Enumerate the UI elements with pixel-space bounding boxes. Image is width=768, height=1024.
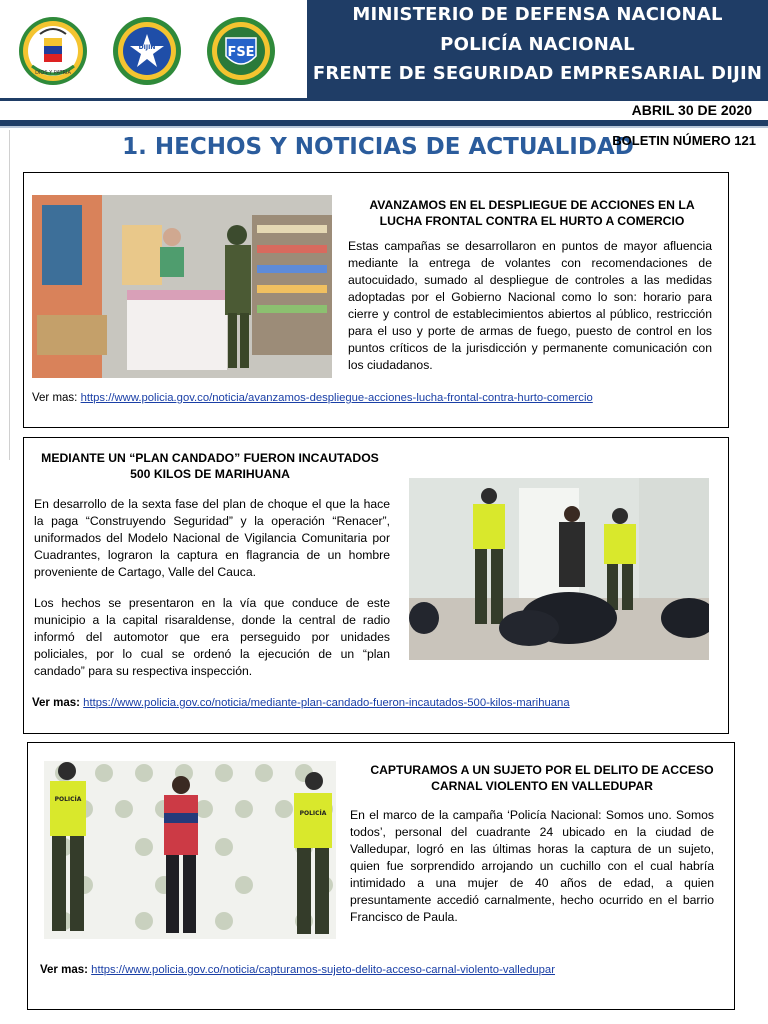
page-header <box>0 0 768 100</box>
read-more-3 <box>40 964 555 976</box>
article-link-1[interactable]: https://www.policia.gov.co/noticia/avanzamos-despliegue-acciones-lucha-frontal-contra-hurto-comercio <box>80 392 593 404</box>
read-more-label: Ver mas: <box>32 392 78 404</box>
section-title: 1. HECHOS Y NOTICIAS DE ACTUALIDAD <box>122 134 634 160</box>
article-body-3 <box>350 807 714 940</box>
read-more-label: Ver mas: <box>40 964 88 976</box>
article-paragraph: En el marco de la campaña ‘Policía Nacional: Somos uno. Somos todos’, personal del cuadrante 24 ubicado en la ciudad de Valledupar, logró en las últimas horas la captura de un sujeto, quien fue sorprendido arrojando un cuchillo con el cual habría intimidado a una mujer de 40 años de edad, a quien presuntamente accedió carnalmente, hecho ocurrido en el barrio Francisco de Paula. <box>350 808 714 924</box>
svg-text:POLICÍA: POLICÍA <box>54 796 82 803</box>
police-crest-logo <box>18 16 88 86</box>
read-more-1 <box>32 392 593 404</box>
article-title-2: MEDIANTE UN “PLAN CANDADO” FUERON INCAUTADOS 500 KILOS DE MARIHUANA <box>41 451 379 481</box>
read-more-label: Ver mas: <box>32 697 80 709</box>
svg-text:FSE: FSE <box>227 45 255 60</box>
svg-text:DIJIN: DIJIN <box>138 44 156 51</box>
left-margin-rule <box>9 130 10 460</box>
article-paragraph: En desarrollo de la sexta fase del plan de choque el que la hace la paga “Construyendo Seguridad” y la operación “Renacer”, uniformados del Modelo Nacional de Vigilancia Comunitaria por Cuadrantes, lograron la captura en flagrancia de un hombre proveniente de Cartago, Valle del Cauca. <box>34 497 390 579</box>
svg-text:DIOS Y PATRIA: DIOS Y PATRIA <box>35 70 71 76</box>
article-card-3 <box>27 742 735 1010</box>
article-paragraph: Los hechos se presentaron en la vía que conduce de este municipio a la capital risaraldense, donde la central de radio informó del automotor que era perseguido por unidades policiales, por lo cual se ordenó la ejecución de un “plan candado” para su respectiva inspección. <box>34 596 390 678</box>
article-card-2 <box>23 437 729 734</box>
svg-text:POLICÍA: POLICÍA <box>299 810 327 817</box>
article-title-1: AVANZAMOS EN EL DESPLIEGUE DE ACCIONES EN LA LUCHA FRONTAL CONTRA EL HURTO A COMERCIO <box>369 198 695 228</box>
fse-logo <box>206 16 276 86</box>
article-title-3: CAPTURAMOS A UN SUJETO POR EL DELITO DE ACCESO CARNAL VIOLENTO EN VALLEDUPAR <box>370 763 714 793</box>
article-link-3[interactable]: https://www.policia.gov.co/noticia/capturamos-sujeto-delito-acceso-carnal-violento-valledupar <box>91 964 555 976</box>
article-card-1 <box>23 172 729 428</box>
article-paragraph: Estas campañas se desarrollaron en puntos de mayor afluencia mediante la entrega de volantes con recomendaciones de autocuidado, sumado al despliegue de controles a las medidas adoptadas por el Gobierno Nacional como lo son: horario para cierre y control de establecimientos abiertos al público, restricción para el uso y porte de armas de fuego, puesto de control en los puntos críticos de la jurisdicción y permanente comunicación con los ciudadanos. <box>348 239 712 372</box>
header-front: FRENTE DE SEGURIDAD EMPRESARIAL DIJIN <box>312 63 763 84</box>
header-police: POLICÍA NACIONAL <box>440 34 635 55</box>
article-photo-capture <box>44 761 336 939</box>
article-photo-seizure <box>409 478 709 660</box>
publication-date: ABRIL 30 DE 2020 <box>631 102 752 118</box>
section-bar-shadow <box>0 126 768 128</box>
header-ministry: MINISTERIO DE DEFENSA NACIONAL <box>352 4 723 25</box>
dijin-logo <box>112 16 182 86</box>
read-more-2 <box>32 697 570 709</box>
bulletin-number: BOLETIN NÚMERO 121 <box>612 133 756 148</box>
article-link-2[interactable]: https://www.policia.gov.co/noticia/mediante-plan-candado-fueron-incautados-500-kilos-marihuana <box>83 697 570 709</box>
header-divider <box>0 98 768 101</box>
article-photo-store <box>32 195 332 378</box>
article-body-1 <box>348 238 712 388</box>
article-body-2 <box>34 496 390 694</box>
